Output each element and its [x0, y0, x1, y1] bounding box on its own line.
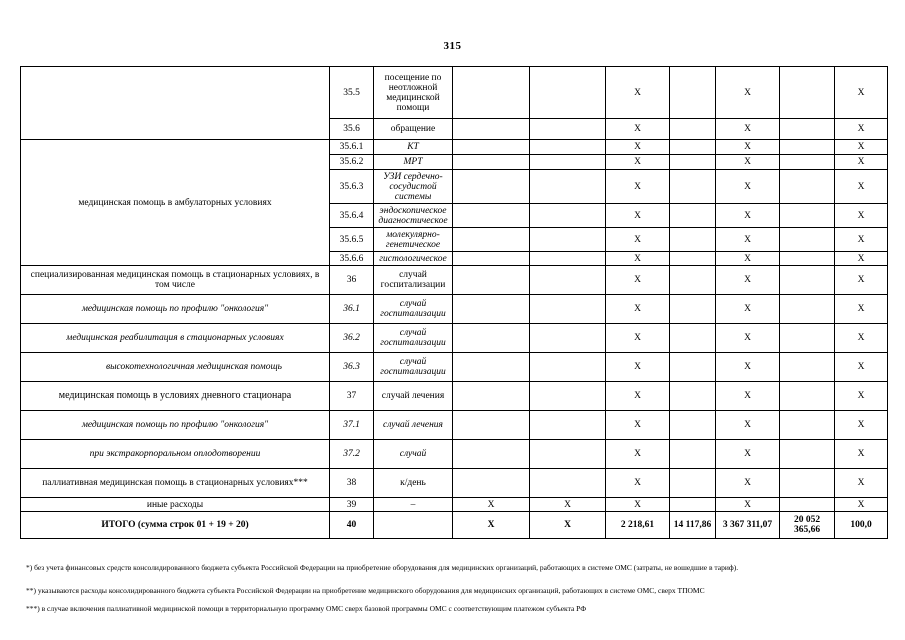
cell: X	[606, 440, 670, 469]
table-row	[21, 469, 888, 498]
table-row	[21, 67, 888, 119]
cell: X	[835, 155, 888, 170]
row-name: медицинская реабилитация в стационарных условиях	[21, 324, 330, 353]
cell	[670, 228, 716, 252]
cell	[453, 252, 530, 266]
cell	[530, 252, 606, 266]
row-code: 35.6.2	[330, 155, 374, 170]
cell: X	[835, 295, 888, 324]
cell	[453, 295, 530, 324]
row-name: медицинская помощь в амбулаторных условиях	[21, 140, 330, 266]
cell	[780, 204, 835, 228]
cell: X	[606, 67, 670, 119]
table-row	[21, 411, 888, 440]
cell	[780, 266, 835, 295]
cell: X	[835, 67, 888, 119]
cell: X	[835, 498, 888, 512]
cell	[530, 119, 606, 140]
cell	[453, 382, 530, 411]
cell	[453, 170, 530, 204]
cell	[780, 469, 835, 498]
cell: X	[606, 155, 670, 170]
cell: X	[716, 67, 780, 119]
cell: 20 052 365,66	[780, 512, 835, 539]
cell: X	[716, 440, 780, 469]
row-unit: КТ	[374, 140, 453, 155]
cell: X	[606, 266, 670, 295]
cell: X	[835, 228, 888, 252]
cell	[453, 155, 530, 170]
cell: X	[606, 295, 670, 324]
cell	[670, 382, 716, 411]
row-code: 40	[330, 512, 374, 539]
cell: 100,0	[835, 512, 888, 539]
cell	[530, 170, 606, 204]
cell	[530, 324, 606, 353]
table-row	[21, 353, 888, 382]
row-code: 35.5	[330, 67, 374, 119]
cell	[670, 295, 716, 324]
cell	[780, 67, 835, 119]
row-unit: к/день	[374, 469, 453, 498]
cell	[453, 204, 530, 228]
cell	[780, 295, 835, 324]
cell	[780, 382, 835, 411]
row-unit: случай лечения	[374, 382, 453, 411]
row-code: 38	[330, 469, 374, 498]
row-unit: эндоскопическое диагностическое	[374, 204, 453, 228]
cell: X	[716, 382, 780, 411]
cell	[670, 469, 716, 498]
table-row	[21, 440, 888, 469]
row-name: медицинская помощь по профилю "онкология"	[21, 411, 330, 440]
row-unit: случай	[374, 440, 453, 469]
cell	[670, 119, 716, 140]
cell: X	[606, 353, 670, 382]
cell	[530, 295, 606, 324]
cell	[453, 440, 530, 469]
cell: X	[606, 498, 670, 512]
table-row	[21, 295, 888, 324]
row-unit: посещение по неотложной медицинской помощи	[374, 67, 453, 119]
cell: X	[606, 382, 670, 411]
cell	[670, 204, 716, 228]
row-code: 37.2	[330, 440, 374, 469]
cell: X	[716, 295, 780, 324]
cell: X	[835, 170, 888, 204]
footnote-2: **) указываются расходы консолидированного бюджета субъекта Российской Федерации на приобретение медицинского оборудования для медицинских организаций, работающих в системе ОМС, сверх ТПОМС	[26, 586, 705, 595]
cell	[453, 67, 530, 119]
cell	[780, 155, 835, 170]
row-name: специализированная медицинская помощь в стационарных условиях, в том числе	[21, 266, 330, 295]
table-row	[21, 324, 888, 353]
row-code: 35.6.5	[330, 228, 374, 252]
row-name: медицинская помощь в условиях дневного стационара	[21, 382, 330, 411]
cell	[780, 498, 835, 512]
row-code: 36	[330, 266, 374, 295]
row-name: при экстракорпоральном оплодотворении	[21, 440, 330, 469]
cell	[530, 204, 606, 228]
cell: X	[530, 512, 606, 539]
row-code: 36.3	[330, 353, 374, 382]
cell: X	[716, 228, 780, 252]
cell	[453, 228, 530, 252]
cell: 3 367 311,07	[716, 512, 780, 539]
row-unit: обращение	[374, 119, 453, 140]
cell: X	[453, 498, 530, 512]
cell: X	[606, 411, 670, 440]
cell: X	[835, 411, 888, 440]
row-name: паллиативная медицинская помощь в стационарных условиях***	[21, 469, 330, 498]
cell: X	[606, 170, 670, 204]
row-name: иные расходы	[21, 498, 330, 512]
cell	[670, 140, 716, 155]
row-unit: случай госпитализации	[374, 266, 453, 295]
row-code: 35.6.6	[330, 252, 374, 266]
cell: X	[835, 140, 888, 155]
cell: X	[835, 204, 888, 228]
cell: 2 218,61	[606, 512, 670, 539]
cell: X	[716, 155, 780, 170]
cell: X	[606, 204, 670, 228]
cell	[670, 170, 716, 204]
cell: X	[606, 324, 670, 353]
row-code: 35.6.3	[330, 170, 374, 204]
row-code: 37.1	[330, 411, 374, 440]
table-row	[21, 498, 888, 512]
cell	[780, 324, 835, 353]
cell: X	[716, 170, 780, 204]
footnote-1: *) без учета финансовых средств консолидированного бюджета субъекта Российской Федерации на приобретение оборудования для медицинских организаций, работающих в системе ОМС (затраты, не вошедшие в тариф).	[26, 563, 739, 572]
table-row	[21, 266, 888, 295]
row-code: 35.6.1	[330, 140, 374, 155]
cell: X	[606, 252, 670, 266]
cell: X	[835, 252, 888, 266]
cell: X	[835, 440, 888, 469]
cell: X	[835, 266, 888, 295]
row-code: 39	[330, 498, 374, 512]
cell: X	[716, 140, 780, 155]
cell	[453, 140, 530, 155]
table-row	[21, 382, 888, 411]
row-unit: гистологическое	[374, 252, 453, 266]
tariff-table	[20, 66, 888, 539]
cell: X	[716, 469, 780, 498]
cell: X	[716, 119, 780, 140]
cell: X	[716, 204, 780, 228]
row-unit: УЗИ сердечно-сосудистой системы	[374, 170, 453, 204]
cell	[530, 228, 606, 252]
row-unit: молекулярно-генетическое	[374, 228, 453, 252]
cell	[780, 411, 835, 440]
cell	[670, 353, 716, 382]
row-unit: случай госпитализации	[374, 295, 453, 324]
cell: X	[716, 353, 780, 382]
cell	[670, 155, 716, 170]
cell: X	[716, 498, 780, 512]
cell: X	[835, 353, 888, 382]
row-unit: случай госпитализации	[374, 324, 453, 353]
row-name	[21, 67, 330, 140]
cell: 14 117,86	[670, 512, 716, 539]
cell	[453, 119, 530, 140]
cell: X	[606, 228, 670, 252]
cell: X	[606, 469, 670, 498]
cell: X	[716, 266, 780, 295]
table-row-total	[21, 512, 888, 539]
cell	[670, 440, 716, 469]
cell	[780, 140, 835, 155]
cell: X	[835, 382, 888, 411]
cell	[780, 170, 835, 204]
row-code: 36.1	[330, 295, 374, 324]
cell: X	[716, 411, 780, 440]
cell: X	[835, 324, 888, 353]
cell	[530, 382, 606, 411]
row-unit: случай госпитализации	[374, 353, 453, 382]
cell: X	[716, 324, 780, 353]
row-unit	[374, 512, 453, 539]
cell	[780, 440, 835, 469]
cell	[453, 469, 530, 498]
row-code: 35.6.4	[330, 204, 374, 228]
cell	[780, 228, 835, 252]
cell	[453, 411, 530, 440]
cell	[530, 469, 606, 498]
cell	[530, 411, 606, 440]
cell	[780, 119, 835, 140]
cell	[530, 266, 606, 295]
row-unit: случай лечения	[374, 411, 453, 440]
row-name: медицинская помощь по профилю "онкология"	[21, 295, 330, 324]
cell	[530, 67, 606, 119]
cell: X	[453, 512, 530, 539]
cell	[530, 440, 606, 469]
cell	[670, 324, 716, 353]
cell: X	[606, 140, 670, 155]
row-name: ИТОГО (сумма строк 01 + 19 + 20)	[21, 512, 330, 539]
row-unit: МРТ	[374, 155, 453, 170]
cell	[670, 266, 716, 295]
cell	[670, 411, 716, 440]
cell	[670, 498, 716, 512]
cell	[530, 155, 606, 170]
cell	[780, 353, 835, 382]
cell	[453, 353, 530, 382]
row-name: высокотехнологичная медицинская помощь	[21, 353, 330, 382]
cell: X	[530, 498, 606, 512]
cell	[670, 67, 716, 119]
row-code: 36.2	[330, 324, 374, 353]
cell	[670, 252, 716, 266]
footnote-3: ***) в случае включения паллиативной медицинской помощи в территориальную программу ОМС сверх базовой программы ОМС с соответствующим платежом субъекта РФ	[26, 604, 587, 613]
cell	[780, 252, 835, 266]
cell	[453, 266, 530, 295]
cell	[453, 324, 530, 353]
row-unit: –	[374, 498, 453, 512]
cell	[530, 140, 606, 155]
row-code: 35.6	[330, 119, 374, 140]
page-number: 315	[443, 40, 462, 52]
cell: X	[716, 252, 780, 266]
table-row	[21, 140, 888, 155]
cell: X	[606, 119, 670, 140]
cell: X	[835, 119, 888, 140]
cell: X	[835, 469, 888, 498]
cell	[530, 353, 606, 382]
row-code: 37	[330, 382, 374, 411]
